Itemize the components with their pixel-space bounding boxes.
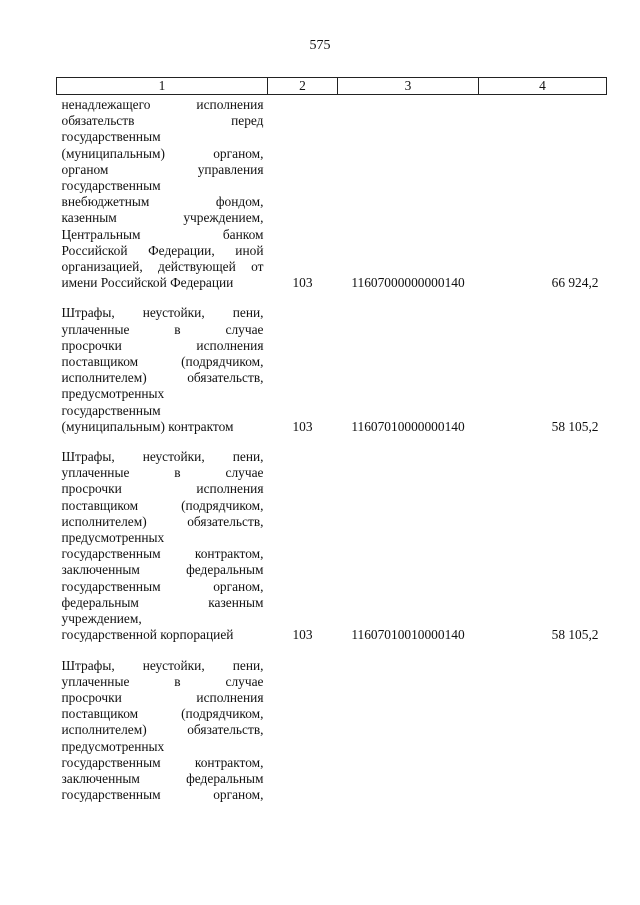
budget-classification-code: 11607000000000140	[351, 275, 465, 291]
budget-classification-code: 11607010000000140	[351, 418, 465, 434]
description-line: государственным	[61, 129, 161, 145]
table-row	[57, 447, 607, 643]
administrator-code: 103	[292, 627, 313, 643]
administrator-code: 103	[292, 418, 313, 434]
description-line: государственным органом,	[61, 787, 264, 803]
column-header-1: 1	[57, 78, 268, 95]
revenue-description	[57, 447, 268, 643]
description-line: предусмотренных	[61, 738, 165, 754]
description-line: поставщиком (подрядчиком,	[61, 497, 264, 513]
description-line: государственным органом,	[61, 578, 264, 594]
description-line: государственной корпорацией	[61, 627, 234, 643]
column-header-4: 4	[479, 78, 607, 95]
revenue-description	[57, 656, 268, 804]
description-line: исполнителем) обязательств,	[61, 722, 264, 738]
table-row	[57, 303, 607, 435]
table-header-row	[57, 78, 607, 95]
administrator-code	[268, 656, 338, 804]
description-line: поставщиком (подрядчиком,	[61, 354, 264, 370]
description-line: внебюджетным фондом,	[61, 194, 264, 210]
amount-value: 58 105,2	[551, 627, 599, 643]
description-line: государственным контрактом,	[61, 754, 264, 770]
administrator-code: 103	[292, 275, 313, 291]
description-line: обязательств перед	[61, 113, 264, 129]
column-header-2: 2	[268, 78, 338, 95]
description-line: имени Российской Федерации	[61, 275, 234, 291]
description-line: государственным	[61, 178, 161, 194]
column-header-3: 3	[338, 78, 479, 95]
description-line: уплаченные в случае	[61, 673, 264, 689]
description-line: (муниципальным) контрактом	[61, 418, 234, 434]
description-line: федеральным казенным	[61, 594, 264, 610]
description-line: государственным	[61, 402, 161, 418]
description-line: государственным контрактом,	[61, 546, 264, 562]
description-line: ненадлежащего исполнения	[61, 97, 264, 112]
amount-value: 66 924,2	[551, 275, 599, 291]
table-row	[57, 95, 607, 292]
description-line: Штрафы, неустойки, пени,	[61, 449, 264, 465]
page-number: 575	[309, 38, 331, 53]
description-line: организацией, действующей от	[61, 259, 264, 275]
description-line: уплаченные в случае	[61, 465, 264, 481]
row-spacer	[57, 291, 607, 303]
table-row	[57, 656, 607, 804]
row-spacer	[57, 435, 607, 447]
description-line: уплаченные в случае	[61, 321, 264, 337]
amount-value: 58 105,2	[551, 418, 599, 434]
description-line: учреждением,	[61, 611, 142, 627]
revenue-description	[57, 95, 268, 292]
description-line: Центральным банком	[61, 226, 264, 242]
description-line: предусмотренных	[61, 530, 165, 546]
description-line: органом управления	[61, 161, 264, 177]
revenue-description	[57, 303, 268, 435]
description-line: Штрафы, неустойки, пени,	[61, 305, 264, 321]
description-line: предусмотренных	[61, 386, 165, 402]
description-line: заключенным федеральным	[61, 770, 264, 786]
amount-value	[479, 656, 607, 804]
description-line: Штрафы, неустойки, пени,	[61, 657, 264, 673]
budget-classification-code: 11607010010000140	[351, 627, 465, 643]
description-line: Российской Федерации, иной	[61, 242, 264, 258]
budget-classification-code	[338, 656, 479, 804]
description-line: казенным учреждением,	[61, 210, 264, 226]
description-line: просрочки исполнения	[61, 689, 264, 705]
description-line: просрочки исполнения	[61, 337, 264, 353]
description-line: (муниципальным) органом,	[61, 145, 264, 161]
budget-revenue-table	[56, 77, 607, 803]
row-spacer	[57, 644, 607, 656]
description-line: исполнителем) обязательств,	[61, 370, 264, 386]
description-line: просрочки исполнения	[61, 481, 264, 497]
description-line: исполнителем) обязательств,	[61, 513, 264, 529]
description-line: заключенным федеральным	[61, 562, 264, 578]
description-line: поставщиком (подрядчиком,	[61, 706, 264, 722]
